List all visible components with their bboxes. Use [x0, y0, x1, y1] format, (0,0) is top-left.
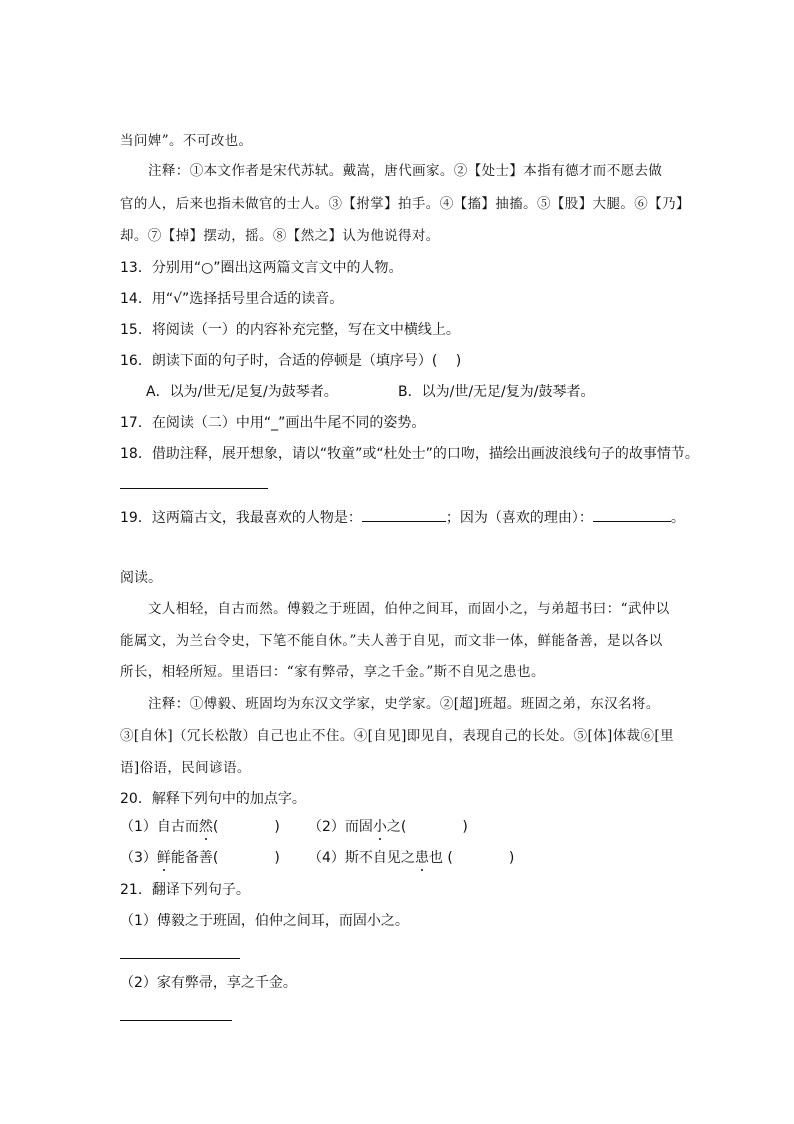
passage-tail: 当问婢”。不可改也。	[120, 133, 253, 149]
question-16: 16．朗读下面的句子时，合适的停顿是（填序号）( )	[120, 353, 462, 369]
passage2-note-line-3: 语]俗语，民间谚语。	[120, 760, 251, 776]
answer-parentheses[interactable]: 也 ( )	[428, 850, 515, 866]
passage2-line-3: 所长，相轻所短。里语曰：“家有弊帚，享之千金。”斯不自见之患也。	[120, 664, 545, 680]
question-19-reason-label: ；因为（喜欢的理由）：	[445, 510, 593, 526]
question-21: 21．翻译下列句子。	[120, 882, 250, 898]
question-20-item-1: （1）自古而然( )	[120, 819, 280, 835]
question-15: 15．将阅读（一）的内容补充完整，写在文中横线上。	[120, 322, 460, 338]
dotted-char: 鲜	[156, 850, 171, 866]
question-21-answer-line-1[interactable]	[120, 958, 240, 959]
question-18: 18．借助注释，展开想象，请以“牧童”或“杜处士”的口吻，描绘出画波浪线句子的故事情节。	[120, 446, 699, 462]
question-14: 14．用“√”选择括号里合适的读音。	[120, 291, 344, 307]
question-19: 19．这两篇古文，我最喜欢的人物是： ；因为（喜欢的理由）： 。	[120, 507, 685, 527]
dotted-char: 然	[198, 819, 213, 835]
passage2-note-line-1: 注释：①傅毅、班固均为东汉文学家，史学家。②[超]班超。班固之弟，东汉名将。	[148, 696, 660, 712]
question-19-character-blank[interactable]	[362, 507, 446, 522]
dotted-char: 小	[372, 819, 387, 835]
answer-parentheses[interactable]: 能备善( )	[170, 850, 280, 866]
question-20: 20．解释下列句中的加点字。	[120, 791, 306, 807]
answer-parentheses[interactable]: 之( )	[386, 819, 468, 835]
passage2-line-1: 文人相轻，自古而然。傅毅之于班固，伯仲之间耳，而固小之，与弟超书曰：“武仲以	[148, 601, 670, 617]
question-17: 17．在阅读（二）中用“_”画出牛尾不同的姿势。	[120, 415, 426, 431]
passage1-note-line-3: 却。⑦【掉】摆动，摇。⑧【然之】认为他说得对。	[120, 228, 440, 244]
passage2-note-line-2: ③[自休]（冗长松散）自己也止不住。④[自见]即见自，表现自己的长处。⑤[体]体裁⑥[里	[120, 728, 674, 744]
question-21-sentence-2: （2）家有弊帚，享之千金。	[120, 975, 297, 991]
dotted-char: 患	[414, 850, 429, 866]
question-13: 13．分别用“○”圈出这两篇文言文中的人物。	[120, 260, 403, 276]
passage1-note-line-2: 官的人，后来也指未做官的士人。③【拊掌】拍手。④【搐】抽搐。⑤【股】大腿。⑥【乃】	[120, 196, 690, 212]
answer-parentheses[interactable]: ( )	[212, 819, 280, 835]
question-20-item-3: （3）鲜能备善( )	[120, 850, 280, 866]
question-21-answer-line-2[interactable]	[120, 1020, 232, 1021]
reading-heading: 阅读。	[120, 570, 162, 586]
passage1-note-line-1: 注释：①本文作者是宋代苏轼。戴嵩，唐代画家。②【处士】本指有德才而不愿去做	[148, 163, 663, 179]
question-18-answer-line[interactable]	[120, 488, 268, 489]
question-16-option-b: B．以为/世/无足/复为/鼓琴者。	[398, 384, 595, 400]
question-19-reason-blank[interactable]	[593, 507, 671, 522]
question-16-option-a: A．以为/世无/足复/为鼓琴者。	[146, 384, 338, 400]
question-21-sentence-1: （1）傅毅之于班固，伯仲之间耳，而固小之。	[120, 913, 409, 929]
passage2-line-2: 能属文，为兰台令史，下笔不能自休。”夫人善于自见，而文非一体，鲜能备善，是以各以	[120, 633, 663, 649]
question-20-item-4: （4）斯不自见之患也 ( )	[308, 850, 515, 866]
question-20-item-2: （2）而固小之( )	[308, 819, 468, 835]
question-19-label: 19．这两篇古文，我最喜欢的人物是：	[120, 510, 362, 526]
